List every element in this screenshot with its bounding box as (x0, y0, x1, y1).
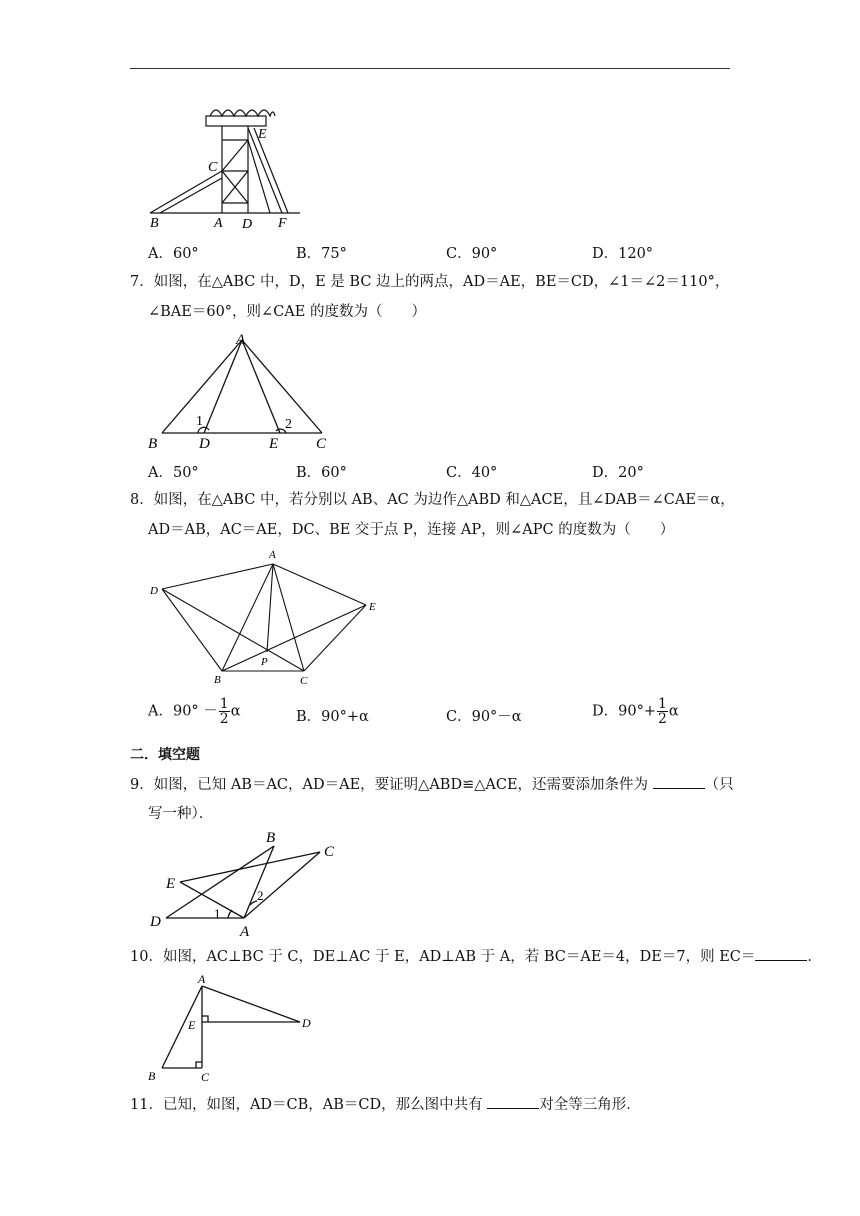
q8-option-d-fraction: $\frac{1}{2}$ (657, 696, 667, 727)
q10-stem (130, 946, 822, 967)
q11-answer-blank[interactable] (487, 1094, 539, 1109)
q7-stem-line2: ∠BAE＝60°，则∠CAE 的度数为（ ） (148, 304, 426, 320)
q6-option-c[interactable]: C．90° (446, 246, 498, 262)
q11-stem (130, 1094, 641, 1115)
q9-stem-tail: （只 (704, 777, 734, 793)
q7-label-b: B (148, 436, 158, 452)
q9-label-d: D (150, 914, 161, 930)
q9-label-a: A (240, 924, 250, 938)
q6-label-c: C (208, 160, 218, 175)
q9-stem-text: 9．如图，已知 AB＝AC，AD＝AE，要证明△ABD≌△ACE，还需要添加条件为 (130, 777, 649, 793)
q6-label-a: A (214, 216, 223, 231)
q6-option-b[interactable]: B．75° (296, 246, 347, 262)
q8-label-d: D (150, 585, 158, 597)
q6-option-d[interactable]: D．120° (592, 246, 654, 262)
q9-answer-blank[interactable] (653, 774, 705, 789)
q8-option-d-text: D．90°+ (592, 703, 656, 720)
q6-label-f: F (278, 216, 287, 231)
q9-figure (140, 826, 350, 938)
q9-angle-1: 1 (214, 906, 221, 921)
q6-label-d: D (242, 217, 253, 232)
q10-label-d: D (302, 1016, 311, 1030)
q8-figure (140, 544, 390, 688)
q8-label-e: E (369, 601, 376, 613)
q8-option-a[interactable] (148, 697, 241, 726)
q10-stem-text: 10．如图，AC⊥BC 于 C，DE⊥AC 于 E，AD⊥AB 于 A，若 BC＝AE＝4，DE＝7，则 EC＝ (130, 949, 756, 965)
q7-label-e: E (269, 436, 279, 452)
q7-angle-1: 1 (196, 414, 203, 429)
q8-label-a: A (269, 549, 276, 561)
q8-option-a-sign: － (203, 703, 218, 720)
q9-label-e: E (166, 876, 176, 892)
q7-option-b[interactable]: B．60° (296, 465, 347, 481)
q9-label-c: C (324, 844, 335, 860)
q6-label-e: E (258, 127, 267, 142)
q7-label-a: A (236, 332, 246, 348)
q11-stem-text: 11．已知，如图，AD＝CB，AB＝CD，那么图中共有 (130, 1097, 483, 1113)
q8-label-b: B (214, 674, 221, 686)
q8-stem-line1: 8．如图，在△ABC 中，若分别以 AB、AC 为边作△ABD 和△ACE，且∠DAB＝∠CAE＝α， (130, 492, 735, 508)
q7-option-d[interactable]: D．20° (592, 465, 644, 481)
q7-label-c: C (316, 436, 327, 452)
q7-option-c[interactable]: C．40° (446, 465, 498, 481)
q10-label-b: B (148, 1069, 156, 1083)
q8-option-a-alpha: α (230, 703, 241, 720)
q11-stem-tail: 对全等三角形． (539, 1097, 641, 1113)
q8-label-p: P (261, 656, 268, 668)
q8-option-d[interactable] (592, 697, 679, 726)
q9-label-b: B (266, 830, 276, 846)
q8-option-a-text: A．90° (148, 703, 199, 720)
q7-option-a[interactable]: A．50° (148, 465, 199, 481)
q7-label-d: D (199, 436, 210, 452)
q10-answer-blank[interactable] (755, 946, 807, 961)
q7-stem-line1: 7．如图，在△ABC 中，D，E 是 BC 边上的两点，AD＝AE，BE＝CD，∠1＝∠2＝110°， (130, 274, 730, 290)
section-title: 二．填空题 (130, 747, 200, 763)
q10-label-a: A (198, 972, 206, 986)
q8-option-b[interactable]: B．90°+α (296, 709, 369, 725)
q7-figure (140, 328, 340, 454)
q6-figure (140, 100, 310, 235)
q8-option-c[interactable]: C．90°－α (446, 709, 522, 725)
q6-option-a[interactable]: A．60° (148, 246, 199, 262)
header-rule (130, 68, 730, 69)
q10-figure (140, 972, 330, 1088)
q8-label-c: C (300, 675, 308, 687)
q8-option-a-fraction: $\frac{1}{2}$ (219, 696, 229, 727)
q8-stem-line2: AD＝AB，AC＝AE，DC、BE 交于点 P，连接 AP，则∠APC 的度数为（ ） (148, 522, 675, 538)
q9-stem-line2: 写一种）． (148, 806, 214, 822)
q8-option-d-alpha: α (668, 703, 679, 720)
q9-stem-line1 (130, 774, 734, 795)
q10-stem-tail: ． (807, 949, 822, 965)
q10-label-c: C (201, 1070, 210, 1084)
q7-angle-2: 2 (285, 417, 292, 432)
q9-angle-2: 2 (257, 888, 264, 903)
q6-label-b: B (150, 216, 159, 231)
q10-label-e: E (188, 1018, 196, 1032)
